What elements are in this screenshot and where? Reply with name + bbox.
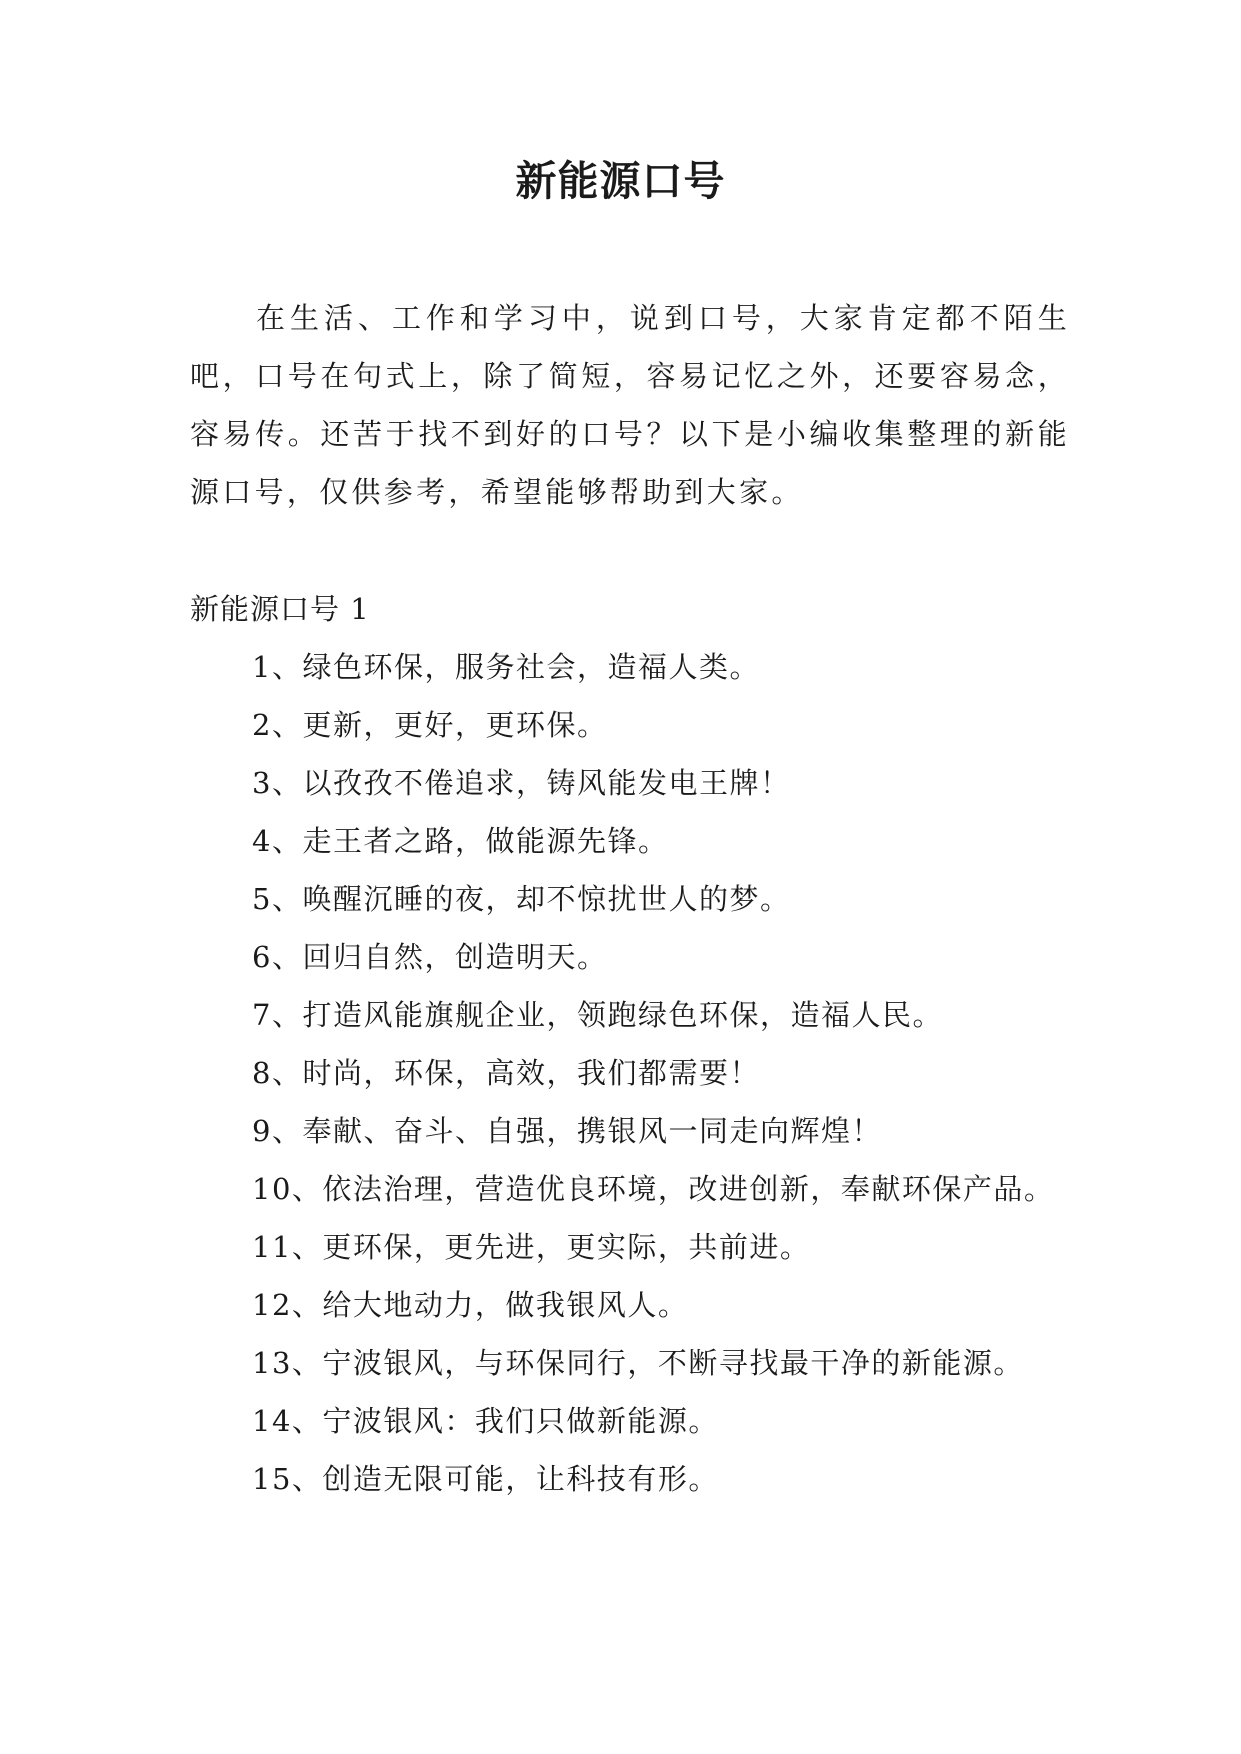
slogan-item: 14、宁波银风：我们只做新能源。 xyxy=(252,1404,719,1438)
slogan-item: 12、给大地动力，做我银风人。 xyxy=(252,1288,689,1322)
slogan-list xyxy=(190,638,1070,1508)
slogan-item: 9、奉献、奋斗、自强，携银风一同走向辉煌！ xyxy=(252,1114,882,1148)
slogan-item: 6、回归自然，创造明天。 xyxy=(252,940,608,974)
slogan-item: 7、打造风能旗舰企业，领跑绿色环保，造福人民。 xyxy=(252,998,943,1032)
slogan-item: 5、唤醒沉睡的夜，却不惊扰世人的梦。 xyxy=(252,882,791,916)
slogan-item: 3、以孜孜不倦追求，铸风能发电王牌！ xyxy=(252,766,791,800)
document-title: 新能源口号 xyxy=(515,157,726,205)
slogan-item: 13、宁波银风，与环保同行，不断寻找最干净的新能源。 xyxy=(252,1346,1024,1380)
slogan-item: 15、创造无限可能，让科技有形。 xyxy=(252,1462,719,1496)
slogan-item: 1、绿色环保，服务社会，造福人类。 xyxy=(252,650,760,684)
slogan-item: 2、更新，更好，更环保。 xyxy=(252,708,608,742)
slogan-item: 4、走王者之路，做能源先锋。 xyxy=(252,824,669,858)
slogan-item: 10、依法治理，营造优良环境，改进创新，奉献环保产品。 xyxy=(252,1172,1055,1206)
slogan-item: 8、时尚，环保，高效，我们都需要！ xyxy=(252,1056,760,1090)
intro-paragraph: 在生活、工作和学习中，说到口号，大家肯定都不陌生吧，口号在句式上，除了简短，容易记忆之外，还要容易念，容易传。还苦于找不到好的口号？以下是小编收集整理的新能源口号，仅供参考，希望能够帮助到大家。 xyxy=(190,301,1070,509)
section-heading: 新能源口号 1 xyxy=(190,592,370,626)
slogan-item: 11、更环保，更先进，更实际，共前进。 xyxy=(252,1230,811,1264)
